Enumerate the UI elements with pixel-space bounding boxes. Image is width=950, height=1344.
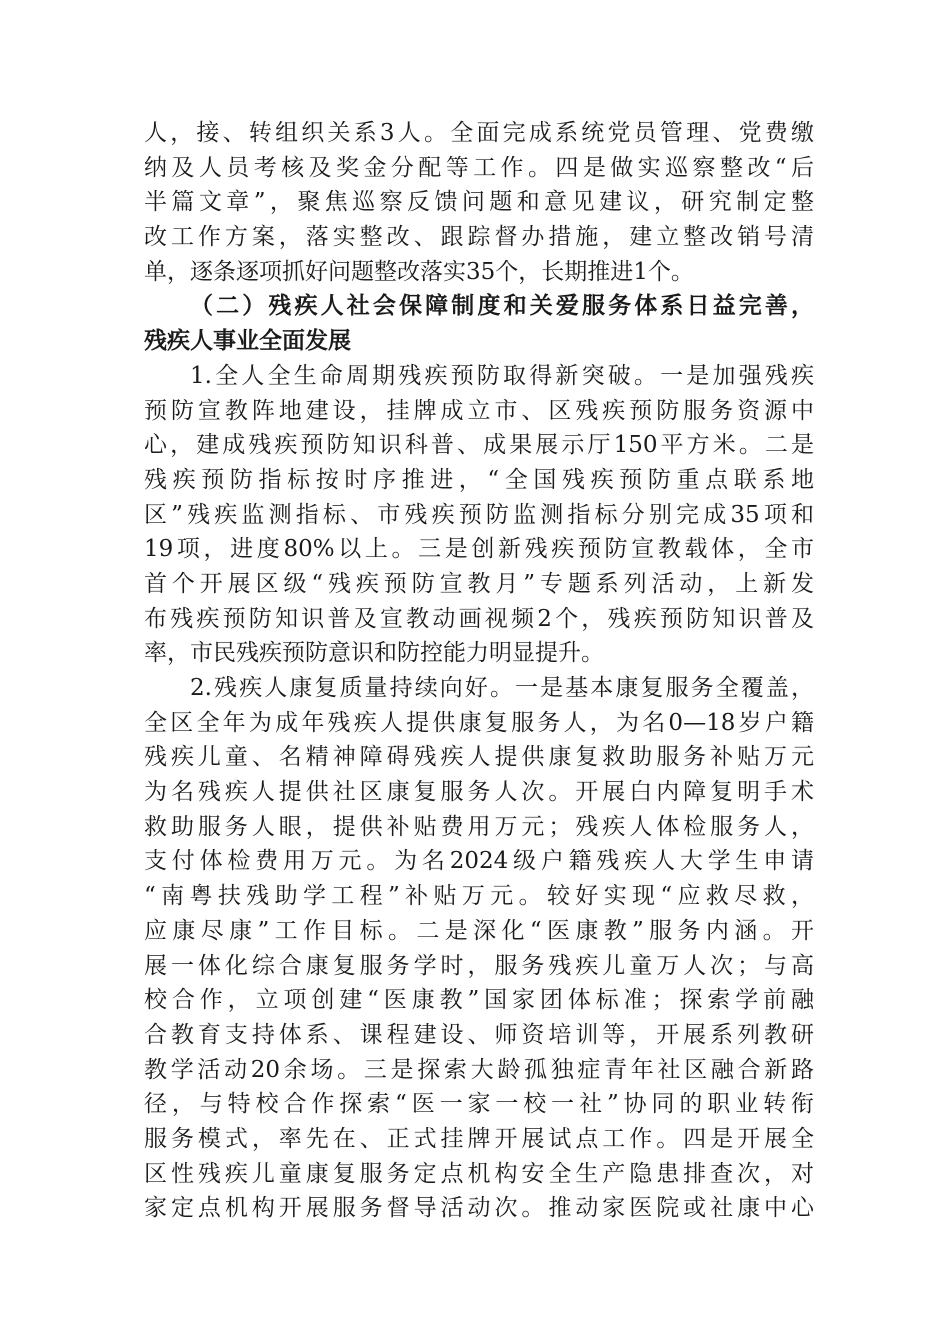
text-line: 区性残疾儿童康复服务定点机构安全生产隐患排查次，对 bbox=[144, 1160, 814, 1187]
text-line: 区”残疾监测指标、市残疾预防监测指标分别完成35项和 bbox=[144, 501, 814, 528]
text-line: 19项，进度80%以上。三是创新残疾预防宣教载体，全市 bbox=[144, 536, 814, 563]
text-line: 首个开展区级“残疾预防宣教月”专题系列活动，上新发 bbox=[144, 570, 814, 597]
text-line: 救助服务人眼，提供补贴费用万元；残疾人体检服务人， bbox=[144, 813, 814, 840]
text-line: 人，接、转组织关系3人。全面完成系统党员管理、党费缴 bbox=[144, 120, 814, 146]
text-line: 教学活动20余场。三是探索大龄孤独症青年社区融合新路 bbox=[144, 1056, 814, 1083]
text-line: 家定点机构开展服务督导活动次。推动家医院或社康中心 bbox=[144, 1195, 814, 1222]
text-line: 支付体检费用万元。为名2024级户籍残疾人大学生申请 bbox=[144, 848, 814, 875]
text-line: 合教育支持体系、课程建设、师资培训等，开展系列教研 bbox=[144, 1021, 814, 1048]
text-line: 率，市民残疾预防意识和防控能力明显提升。 bbox=[144, 640, 604, 667]
text-line: 应康尽康”工作目标。二是深化“医康教”服务内涵。开 bbox=[144, 917, 814, 944]
text-line: 为名残疾人提供社区康复服务人次。开展白内障复明手术 bbox=[144, 779, 814, 806]
text-line: 径，与特校合作探索“医一家一校一社”协同的职业转衔 bbox=[144, 1091, 814, 1118]
text-line: “南粤扶残助学工程”补贴万元。较好实现“应救尽救， bbox=[144, 883, 814, 910]
text-line: 布残疾预防知识普及宣教动画视频2个，残疾预防知识普及 bbox=[144, 605, 814, 632]
text-line: 预防宣教阵地建设，挂牌成立市、区残疾预防服务资源中 bbox=[144, 397, 814, 424]
text-line: 改工作方案，落实整改、跟踪督办措施，建立整改销号清 bbox=[144, 224, 814, 251]
section-heading-line: 残疾人事业全面发展 bbox=[144, 327, 351, 355]
text-line: 残疾儿童、名精神障碍残疾人提供康复救助服务补贴万元 bbox=[144, 744, 814, 771]
section-heading-line: （二）残疾人社会保障制度和关爱服务体系日益完善， bbox=[190, 292, 814, 320]
text-line: 单，逐条逐项抓好问题整改落实35个，长期推进1个。 bbox=[144, 258, 694, 285]
text-line: 展一体化综合康复服务学时，服务残疾儿童万人次；与高 bbox=[144, 952, 814, 979]
text-line: 心，建成残疾预防知识科普、成果展示厅150平方米。二是 bbox=[144, 432, 814, 459]
text-line: 2.残疾人康复质量持续向好。一是基本康复服务全覆盖， bbox=[190, 675, 814, 701]
text-line: 1.全人全生命周期残疾预防取得新突破。一是加强残疾 bbox=[190, 362, 814, 389]
document-body bbox=[144, 116, 814, 1226]
text-line: 全区全年为成年残疾人提供康复服务人，为名0—18岁户籍 bbox=[144, 709, 814, 736]
text-line: 残疾预防指标按时序推进，“全国残疾预防重点联系地 bbox=[144, 466, 814, 493]
text-line: 校合作，立项创建“医康教”国家团体标准；探索学前融 bbox=[144, 987, 814, 1014]
text-line: 服务模式，率先在、正式挂牌开展试点工作。四是开展全 bbox=[144, 1125, 814, 1152]
text-line: 纳及人员考核及奖金分配等工作。四是做实巡察整改“后 bbox=[144, 154, 814, 181]
text-line: 半篇文章”，聚焦巡察反馈问题和意见建议，研究制定整 bbox=[144, 189, 814, 216]
